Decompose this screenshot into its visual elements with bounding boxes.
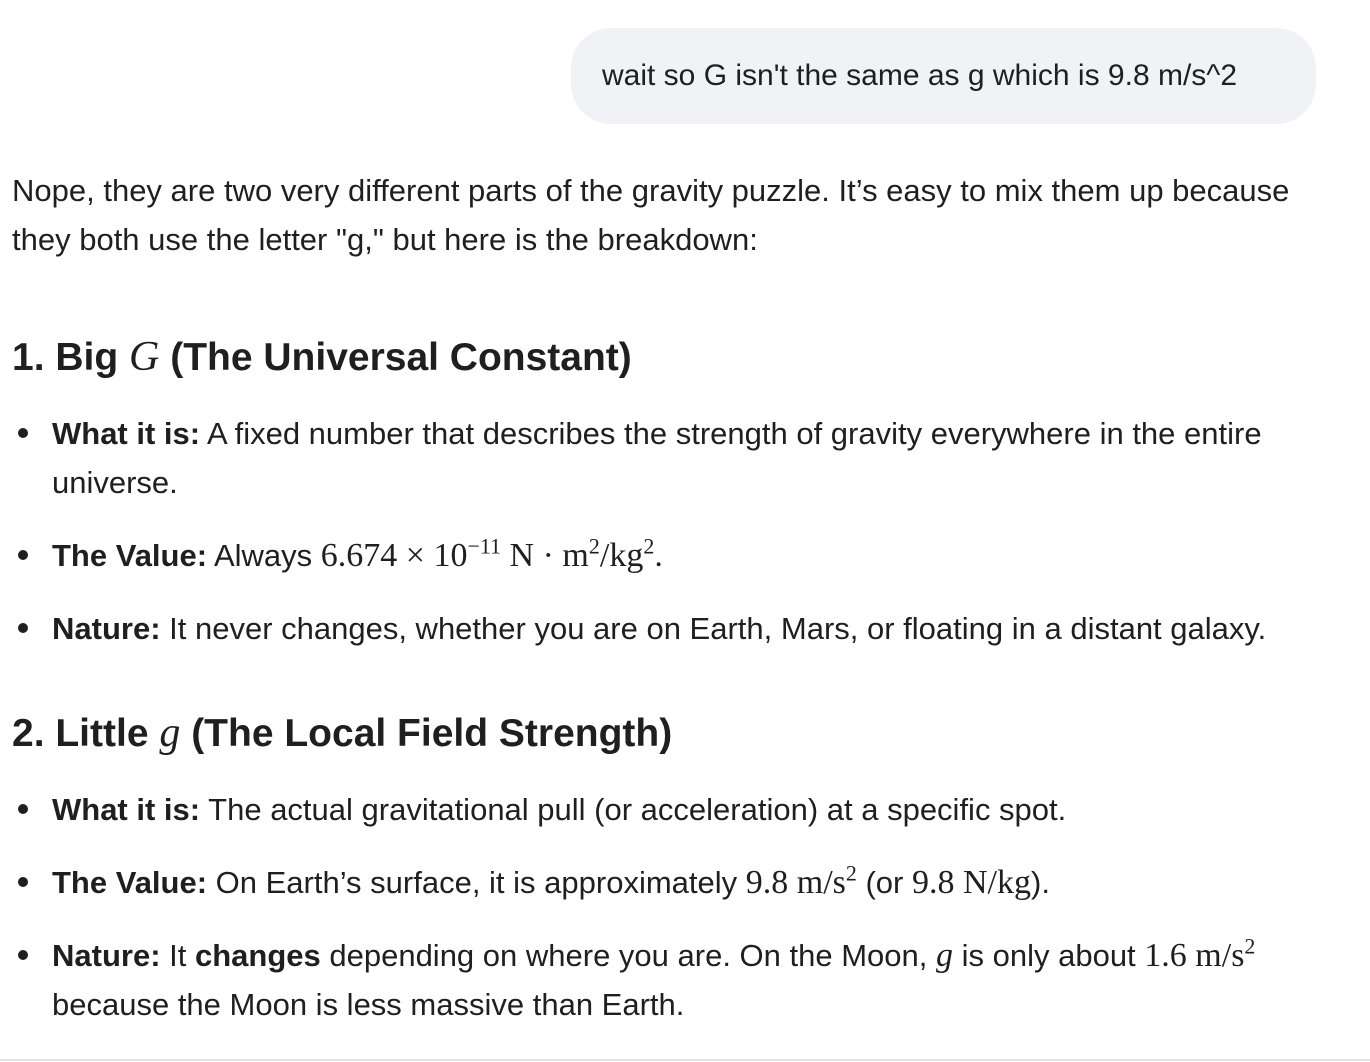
- list-item: Nature: It changes depending on where you are. On the Moon, g is only about 1.6 $m/s^2$ because the Moon is less massive than Earth.: [12, 931, 1312, 1029]
- section-heading-big-g: 1. Big G (The Universal Constant): [12, 334, 632, 380]
- list-item: Nature: It never changes, whether you are on Earth, Mars, or floating in a distant galaxy.: [12, 604, 1312, 653]
- big-g-list: [12, 409, 1312, 653]
- assistant-response: [12, 166, 1312, 1029]
- bullet-icon: [18, 950, 28, 960]
- bullet-icon: [18, 877, 28, 887]
- list-item: The Value: Always $6.674 \times 10^{-11}$ $N \cdot m^2/kg^2$.: [12, 531, 1312, 580]
- symbol-big-g: G: [129, 334, 160, 380]
- little-g-list: [12, 785, 1312, 1029]
- symbol-little-g: g: [159, 710, 181, 756]
- section-heading-little-g: 2. Little g (The Local Field Strength): [12, 710, 673, 756]
- math-var-g: g: [936, 937, 953, 974]
- bullet-icon: [18, 623, 28, 633]
- list-item: The Value: On Earth’s surface, it is approximately 9.8 $m/s^2$ (or 9.8 N/kg).: [12, 858, 1312, 907]
- response-intro: Nope, they are two very different parts of the gravity puzzle. It’s easy to mix them up because they both use the letter "g," but here is the breakdown:: [12, 173, 1290, 257]
- bullet-icon: [18, 428, 28, 438]
- list-item: What it is: A fixed number that describes the strength of gravity everywhere in the entire universe.: [12, 409, 1312, 507]
- bullet-icon: [18, 804, 28, 814]
- bottom-divider: [0, 1059, 1370, 1061]
- math-little-g-alt: 9.8 N/kg: [912, 864, 1031, 901]
- math-little-g-value: 9.8 $m/s^2$: [745, 860, 857, 901]
- math-moon-g: 1.6 $m/s^2$: [1144, 933, 1256, 974]
- user-message-bubble: [571, 28, 1316, 124]
- user-message-text: wait so G isn't the same as g which is 9.8 m/s^2: [602, 59, 1238, 92]
- list-item: What it is: The actual gravitational pull (or acceleration) at a specific spot.: [12, 785, 1312, 834]
- math-big-g-value: $6.674 \times 10^{-11}$ $N \cdot m^2/kg^2$.: [320, 533, 663, 574]
- bullet-icon: [18, 550, 28, 560]
